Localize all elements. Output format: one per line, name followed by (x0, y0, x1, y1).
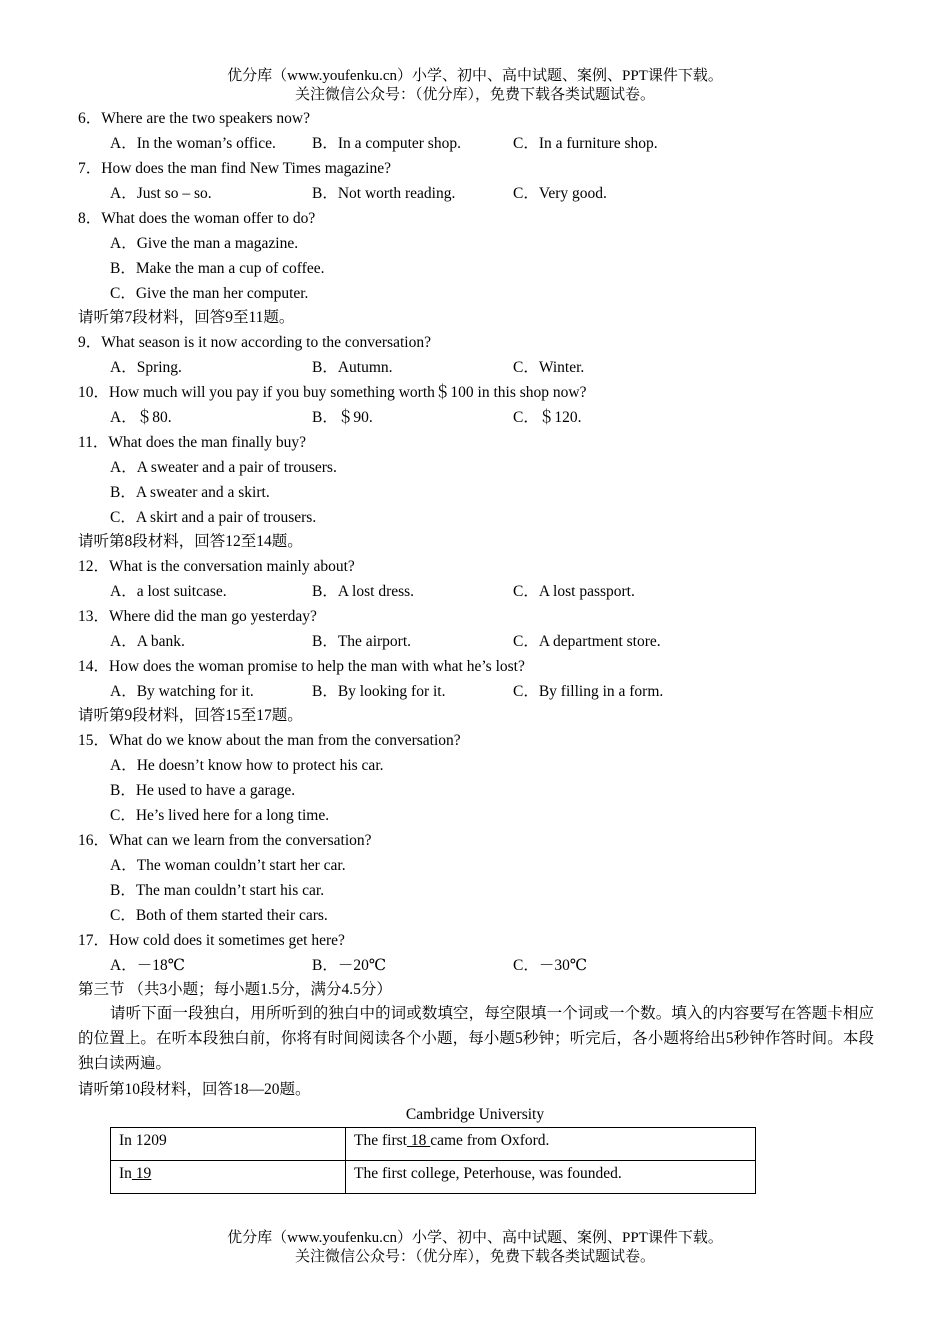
option-c: C．－30℃ (513, 957, 588, 974)
question-16-stem: 16．What can we learn from the conversation? (78, 832, 372, 849)
option-b: B．Autumn. (312, 359, 393, 376)
footer-line-1: 优分库（www.youfenku.cn）小学、初中、高中试题、案例、PPT课件下载。 (227, 1230, 723, 1246)
option-a: A．Give the man a magazine. (110, 235, 299, 252)
section-3-title: 第三节 （共3小题；每小题1.5分，满分4.5分） (78, 981, 392, 998)
cell-text: The first college, Peterhouse, was founded. (354, 1165, 622, 1182)
option-c: C．Both of them started their cars. (110, 907, 328, 924)
question-17-stem: 17．How cold does it sometimes get here? (78, 932, 345, 949)
instruction-passage-10: 请听第10段材料，回答18—20题。 (78, 1081, 311, 1098)
option-a: A．In the woman’s office. (110, 135, 276, 152)
option-c: C．A department store. (513, 633, 661, 650)
header-line-2: 关注微信公众号：（优分库），免费下载各类试题试卷。 (294, 87, 655, 103)
table-cell-event (346, 1161, 756, 1194)
table-row (111, 1161, 756, 1194)
option-c: C．Winter. (513, 359, 585, 376)
table-row (111, 1128, 756, 1161)
cell-text: The first (354, 1132, 407, 1149)
option-b: B．The man couldn’t start his car. (110, 882, 325, 899)
option-c: C．By filling in a form. (513, 683, 664, 700)
option-a: A．Just so – so. (110, 185, 212, 202)
cell-text: In (119, 1165, 132, 1182)
option-a: A．＄80. (110, 409, 172, 426)
option-a: A．The woman couldn’t start her car. (110, 857, 346, 874)
option-b: B．A lost dress. (312, 583, 415, 600)
question-7-stem: 7．How does the man find New Times magazine? (78, 160, 391, 177)
option-c: C．A skirt and a pair of trousers. (110, 509, 317, 526)
answer-blank-18: 18 (406, 1132, 431, 1149)
header-line-1: 优分库（www.youfenku.cn）小学、初中、高中试题、案例、PPT课件下载。 (227, 68, 723, 84)
cell-text: came from Oxford. (430, 1132, 550, 1149)
option-b: B．He used to have a garage. (110, 782, 296, 799)
instruction-passage-8: 请听第8段材料，回答12至14题。 (78, 533, 303, 550)
option-c: C．Very good. (513, 185, 607, 202)
question-8-stem: 8．What does the woman offer to do? (78, 210, 316, 227)
instruction-passage-7: 请听第7段材料，回答9至11题。 (78, 309, 295, 326)
question-14-stem: 14．How does the woman promise to help the man with what he’s lost? (78, 658, 525, 675)
question-9-stem: 9．What season is it now according to the conversation? (78, 334, 431, 351)
footer-line-2: 关注微信公众号：（优分库），免费下载各类试题试卷。 (294, 1249, 655, 1265)
table-title: Cambridge University (405, 1106, 545, 1123)
question-6-stem: 6．Where are the two speakers now? (78, 110, 310, 127)
option-b: B．By looking for it. (312, 683, 446, 700)
option-a: A．－18℃ (110, 957, 186, 974)
table-cell-time (111, 1128, 346, 1161)
fill-in-table (110, 1127, 756, 1194)
instruction-passage-9: 请听第9段材料，回答15至17题。 (78, 707, 303, 724)
option-a: A．a lost suitcase. (110, 583, 227, 600)
option-b: B．Not worth reading. (312, 185, 456, 202)
question-15-stem: 15．What do we know about the man from the conversation? (78, 732, 461, 749)
option-c: C．A lost passport. (513, 583, 635, 600)
option-c: C．＄120. (513, 409, 582, 426)
option-a: A．Spring. (110, 359, 182, 376)
option-b: B．－20℃ (312, 957, 387, 974)
option-a: A．A sweater and a pair of trousers. (110, 459, 337, 476)
question-11-stem: 11．What does the man finally buy? (78, 434, 306, 451)
option-b: B．Make the man a cup of coffee. (110, 260, 325, 277)
question-12-stem: 12．What is the conversation mainly about? (78, 558, 355, 575)
answer-blank-19: 19 (131, 1165, 152, 1182)
option-c: C．In a furniture shop. (513, 135, 658, 152)
option-a: A．By watching for it. (110, 683, 254, 700)
question-13-stem: 13．Where did the man go yesterday? (78, 608, 317, 625)
table-cell-event (346, 1128, 756, 1161)
table-cell-time (111, 1161, 346, 1194)
option-c: C．He’s lived here for a long time. (110, 807, 330, 824)
section-3-directions: 请听下面一段独白，用所听到的独白中的词或数填空，每空限填一个词或一个数。填入的内容要写在答题卡相应的位置上。在听本段独白前，你将有时间阅读各个小题，每小题5秒钟；听完后，各小题将给出5秒钟作答时间。本段独白读两遍。 (78, 1005, 874, 1072)
option-b: B．The airport. (312, 633, 412, 650)
option-a: A．He doesn’t know how to protect his car. (110, 757, 384, 774)
option-b: B．A sweater and a skirt. (110, 484, 270, 501)
option-a: A．A bank. (110, 633, 185, 650)
question-10-stem: 10．How much will you pay if you buy something worth＄100 in this shop now? (78, 384, 587, 401)
option-b: B．＄90. (312, 409, 373, 426)
option-b: B．In a computer shop. (312, 135, 461, 152)
cell-text: In 1209 (119, 1132, 167, 1149)
option-c: C．Give the man her computer. (110, 285, 309, 302)
